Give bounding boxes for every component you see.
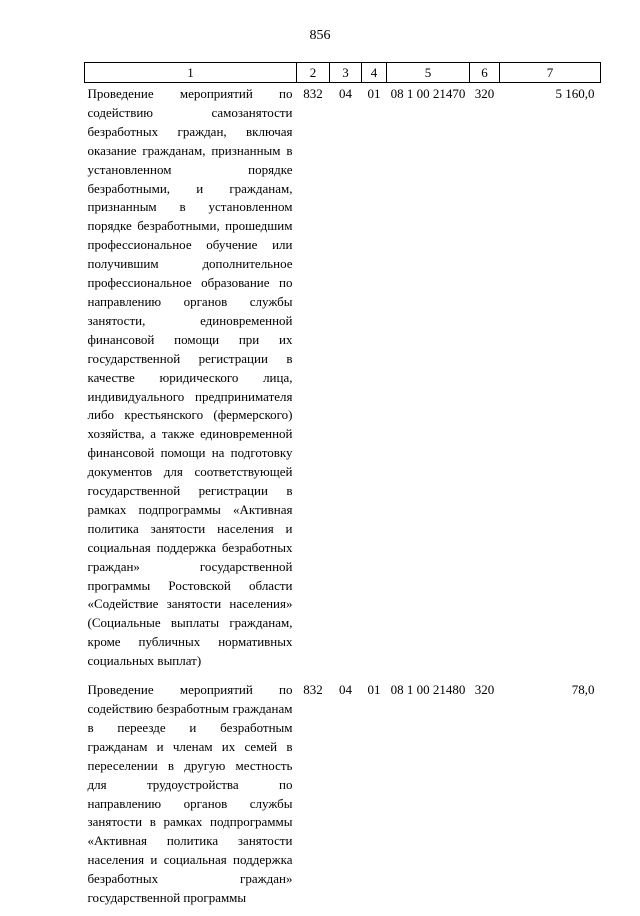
column-header-3: 3 [330,63,362,83]
row-ministry-code: 832 [303,86,323,101]
budget-table [84,62,601,916]
table-header-row [85,63,601,83]
column-header-1: 1 [85,63,297,83]
row-ministry-code: 832 [303,682,323,698]
page-number: 856 [309,28,331,43]
row-expense-type: 320 [474,86,495,101]
row-target-article: 08 1 00 21470 [390,86,466,101]
row-expense-type: 320 [474,682,495,698]
row-amount: 78,0 [571,682,595,698]
column-header-5: 5 [387,63,470,83]
table-row [85,83,601,680]
row-subsection-code: 01 [367,86,381,101]
column-header-4: 4 [362,63,387,83]
row-section-code: 04 [339,86,352,101]
row-description: Проведение мероприятий по содействию самозанятости безработных граждан, включая оказание гражданам, признанным в установленном порядке безработными, и гражданам, признанным в установленном порядке безработными, прошедшим профессиональное обучение или получившим дополнительное профессиональное образование по направлению органов службы занятости, единовременной финансовой помощи при их государственной регистрации в качестве юридического лица, индивидуального предпринимателя либо крестьянского (фермерского) хозяйства, а также единовременной финансовой помощи на подготовку документов для соответствующей государственной регистрации в рамках подпрограммы «Активная политика занятости населения и социальная поддержка безработных граждан» государственной программы Ростовской области «Содействие занятости населения» (Социальные выплаты гражданам, кроме публичных нормативных социальных выплат) [87,86,293,669]
row-amount: 5 160,0 [555,86,595,101]
column-header-2: 2 [297,63,330,83]
row-subsection-code: 01 [367,682,381,698]
row-description: Проведение мероприятий по содействию безработным гражданам в переезде и безработным гражданам и членам их семей в переселении в другую местность для трудоустройства по направлению органов службы занятости в рамках подпрограммы «Активная политика занятости населения и социальная поддержка безработных граждан» государственной программы [87,682,293,906]
table-row [85,679,601,916]
column-header-6: 6 [470,63,500,83]
row-section-code: 04 [339,682,352,698]
row-target-article: 08 1 00 21480 [390,682,466,698]
column-header-7: 7 [500,63,601,83]
